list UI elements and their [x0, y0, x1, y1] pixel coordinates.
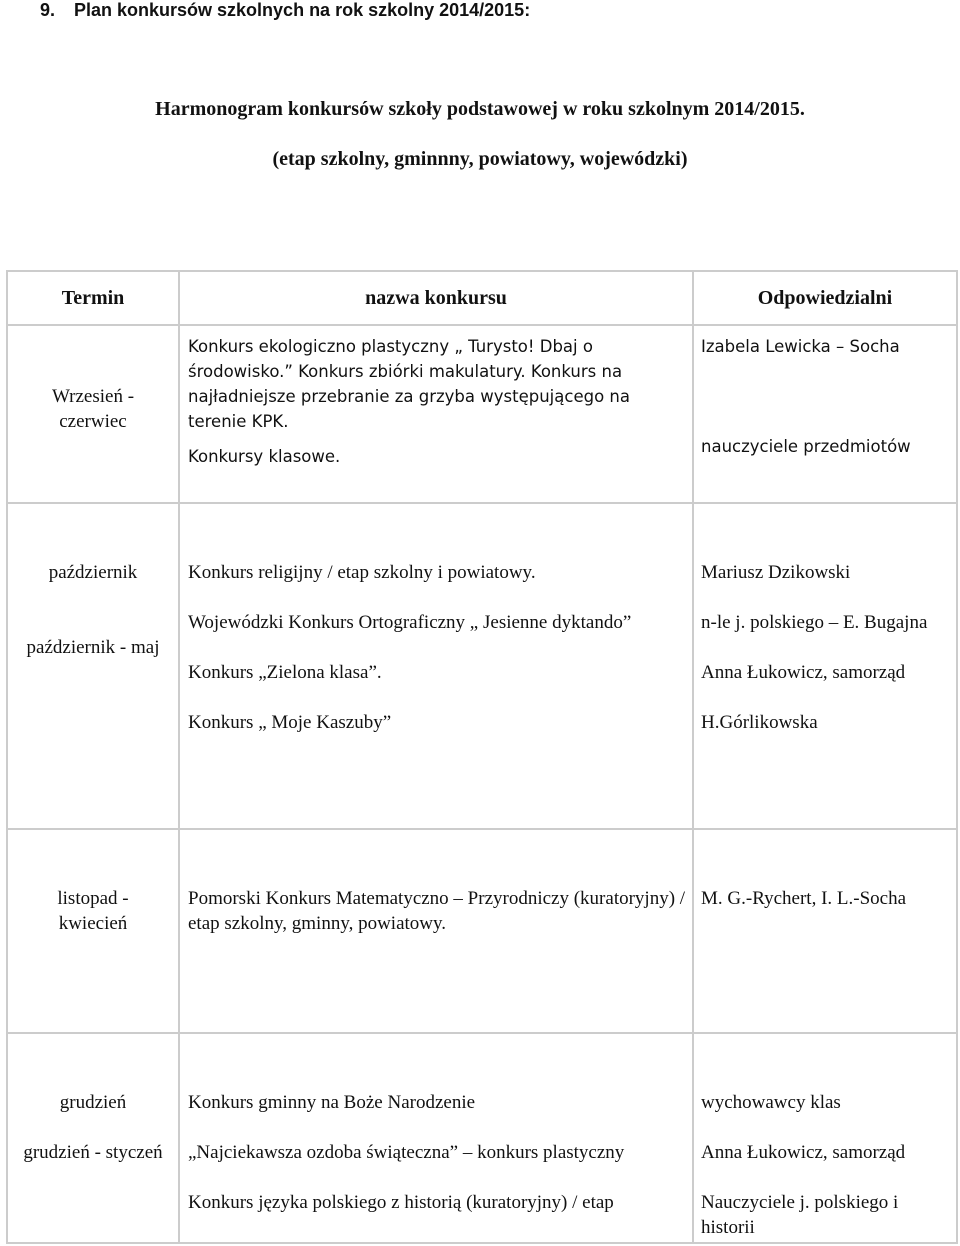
contest-item: Wojewódzki Konkurs Ortograficzny „ Jesienne dyktando” — [188, 612, 632, 633]
table-row — [7, 325, 957, 503]
table-row — [7, 1033, 957, 1243]
responsible-cell — [693, 829, 957, 1033]
term-line: grudzień - styczeń — [23, 1142, 163, 1163]
term-line: czerwiec — [59, 411, 127, 432]
term-cell — [7, 1033, 179, 1243]
responsible-cell — [693, 325, 957, 503]
contest-item: „Najciekawsza ozdoba świąteczna” – konkurs plastyczny — [188, 1142, 625, 1163]
contest-item: Konkursy klasowe. — [188, 447, 341, 466]
contest-cell — [179, 503, 693, 829]
responsible-item: M. G.-Rychert, I. L.-Socha — [701, 888, 907, 909]
responsible-item: n-le j. polskiego – E. Bugajna — [701, 612, 928, 633]
header-term: Termin — [7, 271, 179, 325]
section-title: Plan konkursów szkolnych na rok szkolny 2014/2015: — [74, 0, 531, 20]
responsible-item: Anna Łukowicz, samorząd — [701, 1142, 906, 1163]
table-row — [7, 503, 957, 829]
responsible-item: Anna Łukowicz, samorząd — [701, 662, 906, 683]
contest-item: Konkurs „Zielona klasa”. — [188, 662, 382, 683]
section-heading — [40, 0, 530, 21]
contest-item: Konkurs języka polskiego z historią (kuratoryjny) / etap — [188, 1192, 614, 1213]
stages-note: (etap szkolny, gminnny, powiatowy, wojewódzki) — [272, 148, 688, 170]
contest-cell — [179, 1033, 693, 1243]
term-line: październik — [48, 562, 138, 583]
responsible-item: Izabela Lewicka – Socha — [701, 337, 900, 356]
header-contest-name: nazwa konkursu — [179, 271, 693, 325]
responsible-item: H.Górlikowska — [701, 712, 818, 733]
term-line: kwiecień — [58, 913, 128, 934]
schedule-title: Harmonogram konkursów szkoły podstawowej w roku szkolnym 2014/2015. — [155, 98, 805, 120]
section-number: 9. — [40, 0, 56, 20]
contest-item: Konkurs ekologiczno plastyczny „ Turysto! Dbaj o środowisko.” Konkurs zbiórki makulatury. Konkurs na najładniejsze przebranie za grzyba występującego na terenie KPK. — [188, 337, 630, 431]
contest-item: Konkurs religijny / etap szkolny i powiatowy. — [188, 562, 536, 583]
contest-item: Pomorski Konkurs Matematyczno – Przyrodniczy (kuratoryjny) / etap szkolny, gminny, powiatowy. — [188, 888, 686, 934]
contest-item: Konkurs „ Moje Kaszuby” — [188, 712, 392, 733]
term-line: grudzień — [59, 1092, 127, 1113]
term-line: listopad - — [57, 888, 129, 909]
responsible-item: wychowawcy klas — [701, 1092, 841, 1113]
table-row — [7, 829, 957, 1033]
header-responsible: Odpowiedzialni — [693, 271, 957, 325]
term-cell — [7, 325, 179, 503]
term-line: Wrzesień - — [51, 386, 135, 407]
responsible-cell — [693, 1033, 957, 1243]
responsible-item: Nauczyciele j. polskiego i historii — [701, 1192, 899, 1238]
responsible-item: Mariusz Dzikowski — [701, 562, 851, 583]
contest-item: Konkurs gminny na Boże Narodzenie — [188, 1092, 476, 1113]
term-cell — [7, 829, 179, 1033]
contest-cell — [179, 829, 693, 1033]
responsible-cell — [693, 503, 957, 829]
contest-cell — [179, 325, 693, 503]
term-line: październik - maj — [26, 637, 160, 658]
contest-schedule-table — [6, 270, 958, 1244]
table-header-row — [7, 271, 957, 325]
term-cell — [7, 503, 179, 829]
responsible-item: nauczyciele przedmiotów — [701, 437, 911, 456]
